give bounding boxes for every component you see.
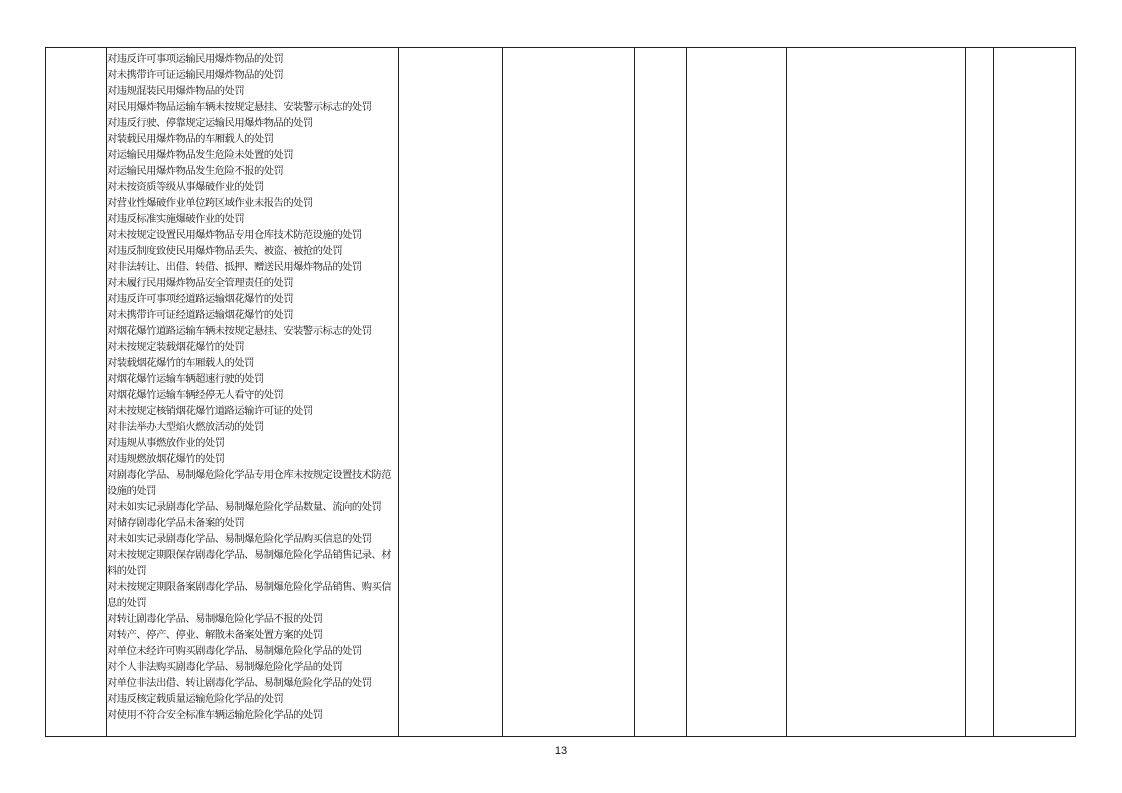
penalty-item: 对运输民用爆炸物品发生危险未处置的处罚 xyxy=(107,149,294,161)
penalty-item: 对转让剧毒化学品、易制爆危险化学品不报的处罚 xyxy=(107,613,323,625)
penalty-item: 对违反标准实施爆破作业的处罚 xyxy=(107,213,245,225)
penalty-item: 对未按规定装载烟花爆竹的处罚 xyxy=(107,341,245,353)
penalty-item: 对未携带许可证经道路运输烟花爆竹的处罚 xyxy=(107,309,294,321)
penalty-item: 对使用不符合安全标准车辆运输危险化学品的处罚 xyxy=(107,709,323,721)
column-divider xyxy=(786,48,787,736)
penalty-item: 对未按规定设置民用爆炸物品专用仓库技术防范设施的处罚 xyxy=(107,229,362,241)
penalty-item: 对未按规定核销烟花爆竹道路运输许可证的处罚 xyxy=(107,405,313,417)
penalty-item: 对违反制度致使民用爆炸物品丢失、被盗、被抢的处罚 xyxy=(107,245,343,257)
page-number: 13 xyxy=(554,745,568,757)
penalty-item: 对违反行驶、停靠规定运输民用爆炸物品的处罚 xyxy=(107,117,313,129)
penalty-item: 对烟花爆竹运输车辆超速行驶的处罚 xyxy=(107,373,264,385)
penalty-item: 对储存剧毒化学品未备案的处罚 xyxy=(107,517,245,529)
column-divider xyxy=(686,48,687,736)
penalty-item: 对单位未经许可购买剧毒化学品、易制爆危险化学品的处罚 xyxy=(107,645,362,657)
penalty-item: 对未携带许可证运输民用爆炸物品的处罚 xyxy=(107,69,284,81)
penalty-item: 对民用爆炸物品运输车辆未按规定悬挂、安装警示标志的处罚 xyxy=(107,101,372,113)
penalty-item: 对非法举办大型焰火燃放活动的处罚 xyxy=(107,421,264,433)
penalty-item: 对装载民用爆炸物品的车厢载人的处罚 xyxy=(107,133,274,145)
penalty-item: 对转产、停产、停业、解散未备案处置方案的处罚 xyxy=(107,629,323,641)
penalty-item: 对未按规定期限备案剧毒化学品、易制爆危险化学品销售、购买信息的处罚 xyxy=(107,581,392,609)
penalty-item: 对未按资质等级从事爆破作业的处罚 xyxy=(107,181,264,193)
column-divider xyxy=(502,48,503,736)
penalty-item: 对违规燃放烟花爆竹的处罚 xyxy=(107,453,225,465)
penalty-item: 对未如实记录剧毒化学品、易制爆危险化学品数量、流向的处罚 xyxy=(107,501,382,513)
penalty-item: 对违规从事燃放作业的处罚 xyxy=(107,437,225,449)
penalty-item: 对单位非法出借、转让剧毒化学品、易制爆危险化学品的处罚 xyxy=(107,677,372,689)
penalty-item-list xyxy=(107,51,399,723)
penalty-item: 对运输民用爆炸物品发生危险不报的处罚 xyxy=(107,165,284,177)
penalty-item: 对违规混装民用爆炸物品的处罚 xyxy=(107,85,245,97)
penalty-item: 对剧毒化学品、易制爆危险化学品专用仓库未按规定设置技术防范设施的处罚 xyxy=(107,469,392,497)
penalty-item: 对未按规定期限保存剧毒化学品、易制爆危险化学品销售记录、材料的处罚 xyxy=(107,549,392,577)
penalty-item: 对非法转让、出借、转借、抵押、赠送民用爆炸物品的处罚 xyxy=(107,261,362,273)
penalty-item: 对装载烟花爆竹的车厢载人的处罚 xyxy=(107,357,254,369)
column-divider xyxy=(634,48,635,736)
penalty-item: 对个人非法购买剧毒化学品、易制爆危险化学品的处罚 xyxy=(107,661,343,673)
column-divider xyxy=(965,48,966,736)
penalty-item: 对营业性爆破作业单位跨区域作业未报告的处罚 xyxy=(107,197,313,209)
penalty-item: 对违反核定载质量运输危险化学品的处罚 xyxy=(107,693,284,705)
penalty-item: 对未如实记录剧毒化学品、易制爆危险化学品购买信息的处罚 xyxy=(107,533,372,545)
penalty-item: 对违反许可事项运输民用爆炸物品的处罚 xyxy=(107,53,284,65)
penalty-item: 对违反许可事项经道路运输烟花爆竹的处罚 xyxy=(107,293,294,305)
penalty-items-table xyxy=(45,47,1076,737)
penalty-item: 对未履行民用爆炸物品安全管理责任的处罚 xyxy=(107,277,294,289)
column-divider xyxy=(993,48,994,736)
penalty-item: 对烟花爆竹运输车辆经停无人看守的处罚 xyxy=(107,389,284,401)
penalty-item: 对烟花爆竹道路运输车辆未按规定悬挂、安装警示标志的处罚 xyxy=(107,325,372,337)
